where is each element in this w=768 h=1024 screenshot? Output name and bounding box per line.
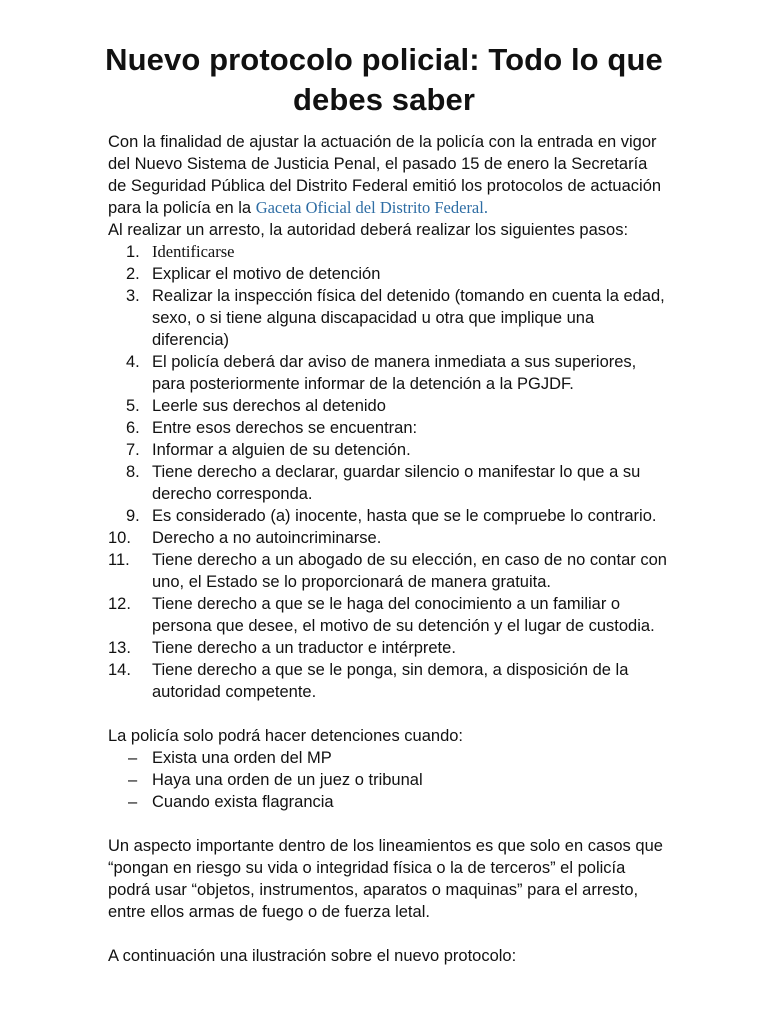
force-paragraph: Un aspecto importante dentro de los lineamientos es que solo en casos que “pongan en riesgo su vida o integridad física o la de terceros” el policía podrá usar “objetos, instrumentos, aparatos o maquinas” para el arresto, entre ellos armas de fuego o de fuerza letal. xyxy=(108,837,663,921)
list-item-text: Tiene derecho a que se le ponga, sin demora, a disposición de la autoridad competente. xyxy=(152,661,629,701)
list-number: 10. xyxy=(108,529,131,547)
list-item xyxy=(108,461,668,505)
list-item-text: Es considerado (a) inocente, hasta que se le compruebe lo contrario. xyxy=(152,507,657,525)
list-item xyxy=(108,637,668,659)
list-item xyxy=(108,351,668,395)
dash-bullet: – xyxy=(128,771,138,789)
arrest-intro: Al realizar un arresto, la autoridad deberá realizar los siguientes pasos: xyxy=(108,221,629,239)
detention-conditions-list xyxy=(108,747,668,813)
list-item-text: Informar a alguien de su detención. xyxy=(152,441,411,459)
list-item-text: Tiene derecho a un abogado de su elección, en caso de no contar con uno, el Estado se lo proporcionará de manera gratuita. xyxy=(152,551,667,591)
list-number: 3. xyxy=(126,287,140,305)
page-title: Nuevo protocolo policial: Todo lo que debes saber xyxy=(105,42,663,117)
list-item xyxy=(108,505,668,527)
list-item-text: Identificarse xyxy=(152,242,235,261)
list-item-text: Exista una orden del MP xyxy=(152,749,332,767)
gaceta-oficial-link[interactable]: Gaceta Oficial del Distrito Federal. xyxy=(255,198,488,217)
list-item-text: Entre esos derechos se encuentran: xyxy=(152,419,418,437)
list-number: 14. xyxy=(108,661,131,679)
list-number: 5. xyxy=(126,397,140,415)
list-item-text: Cuando exista flagrancia xyxy=(152,793,334,811)
list-item xyxy=(108,285,668,351)
intro-text: Con la finalidad de ajustar la actuación de la policía con la entrada en vigor del Nuevo Sistema de Justicia Penal, el pasado 15 de enero la Secretaría de Seguridad Pública del Distrito Federal emitió los protocolos de actuación para la policía en la xyxy=(108,133,662,217)
list-item xyxy=(108,593,668,637)
list-number: 6. xyxy=(126,419,140,437)
list-item-text: Leerle sus derechos al detenido xyxy=(152,397,386,415)
list-item xyxy=(108,659,668,703)
list-number: 11. xyxy=(108,551,130,569)
list-item-text: El policía deberá dar aviso de manera inmediata a sus superiores, para posteriormente informar de la detención a la PGJDF. xyxy=(152,353,637,393)
closing-paragraph: A continuación una ilustración sobre el nuevo protocolo: xyxy=(108,947,517,965)
intro-paragraph xyxy=(108,131,668,219)
spacer xyxy=(108,813,668,835)
list-item xyxy=(108,791,668,813)
list-item-text: Explicar el motivo de detención xyxy=(152,265,381,283)
list-number: 7. xyxy=(126,441,140,459)
detention-intro: La policía solo podrá hacer detenciones cuando: xyxy=(108,727,463,745)
list-number: 4. xyxy=(126,353,140,371)
list-item xyxy=(108,439,668,461)
list-number: 13. xyxy=(108,639,131,657)
dash-bullet: – xyxy=(128,749,138,767)
dash-bullet: – xyxy=(128,793,138,811)
list-number: 2. xyxy=(126,265,140,283)
list-item xyxy=(108,395,668,417)
document-body xyxy=(108,131,668,967)
list-number: 9. xyxy=(126,507,140,525)
list-item xyxy=(108,241,668,263)
list-item xyxy=(108,417,668,439)
list-item xyxy=(108,527,668,549)
spacer xyxy=(108,923,668,945)
list-number: 8. xyxy=(126,463,140,481)
list-item xyxy=(108,747,668,769)
list-item-text: Tiene derecho a que se le haga del conocimiento a un familiar o persona que desee, el motivo de su detención y el lugar de custodia. xyxy=(152,595,655,635)
arrest-steps-list xyxy=(108,241,668,703)
list-item xyxy=(108,549,668,593)
list-number: 12. xyxy=(108,595,131,613)
list-item xyxy=(108,769,668,791)
list-item xyxy=(108,263,668,285)
list-item-text: Derecho a no autoincriminarse. xyxy=(152,529,382,547)
list-number: 1. xyxy=(126,243,140,261)
list-item-text: Tiene derecho a un traductor e intérprete. xyxy=(152,639,456,657)
spacer xyxy=(108,703,668,725)
list-item-text: Tiene derecho a declarar, guardar silencio o manifestar lo que a su derecho corresponda. xyxy=(152,463,641,503)
list-item-text: Haya una orden de un juez o tribunal xyxy=(152,771,423,789)
list-item-text: Realizar la inspección física del detenido (tomando en cuenta la edad, sexo, o si tiene alguna discapacidad u otra que implique una diferencia) xyxy=(152,287,665,349)
